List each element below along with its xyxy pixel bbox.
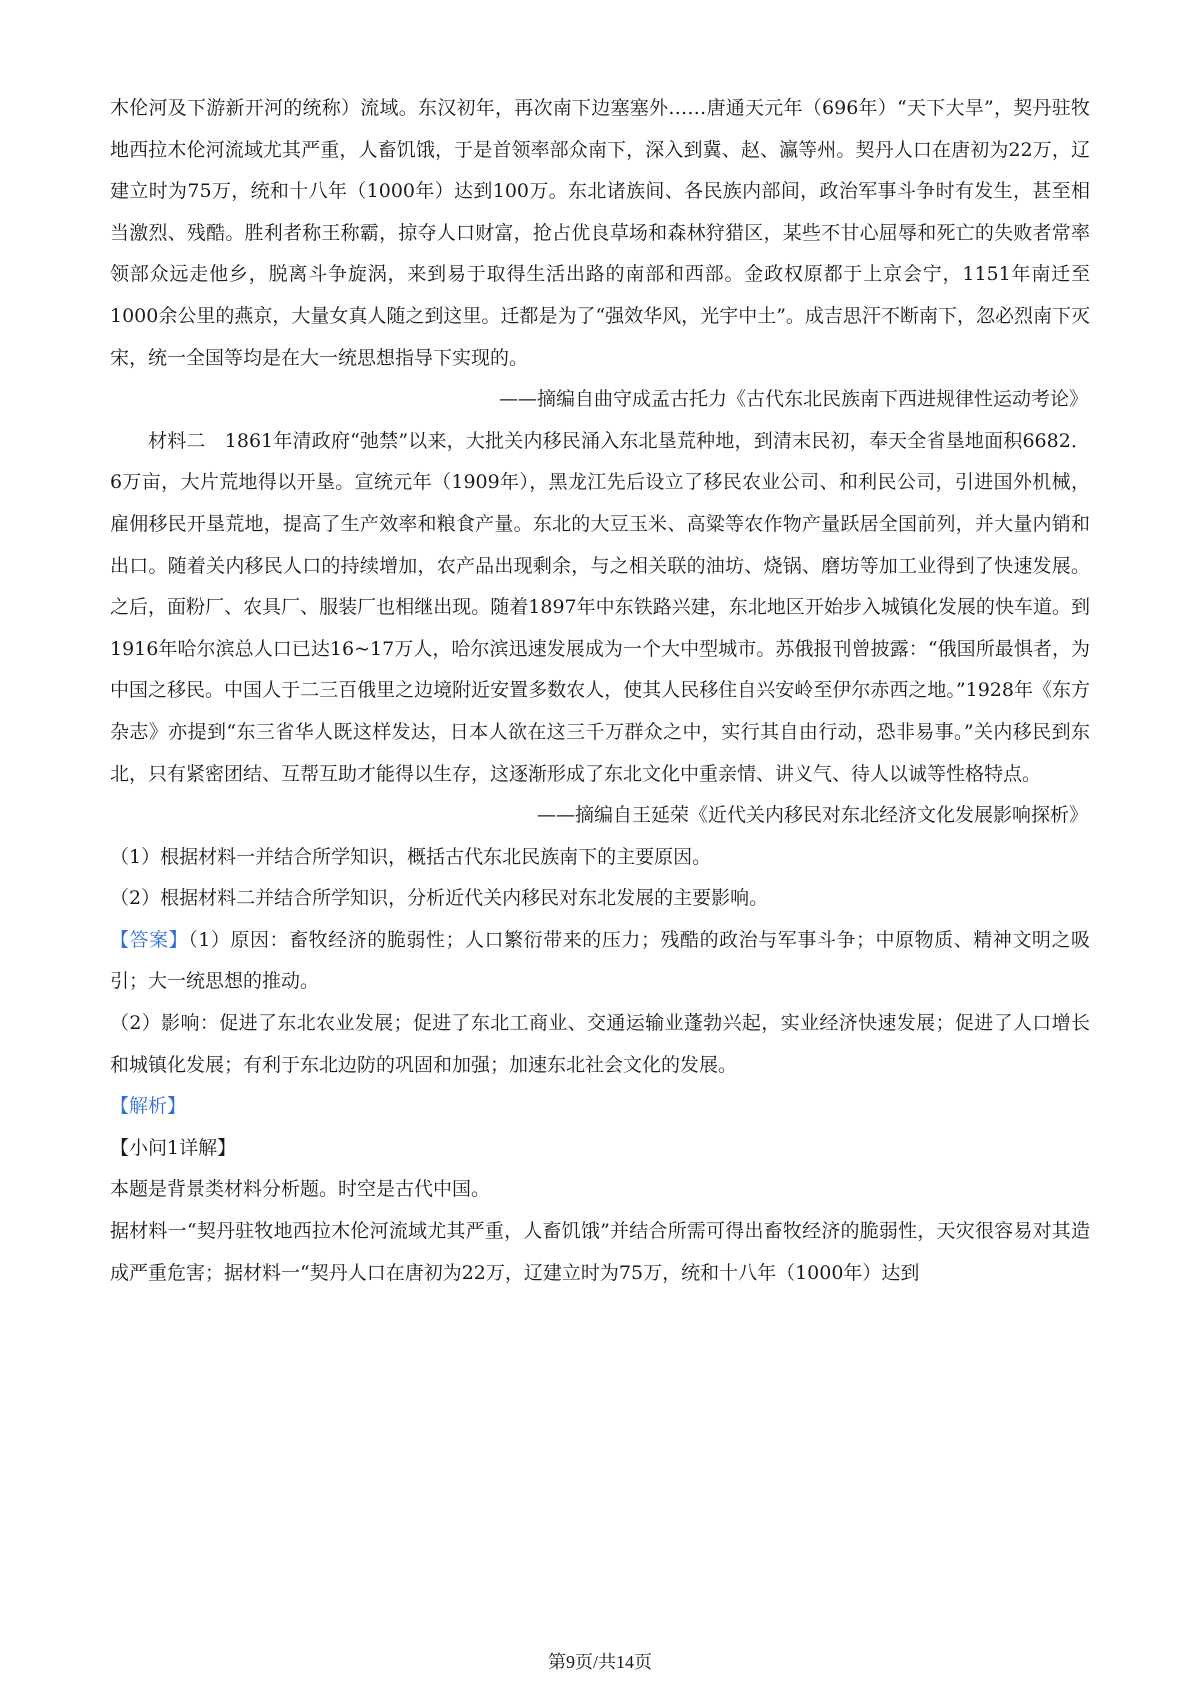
answer-tag: 【答案】 (110, 928, 189, 951)
analysis-tag: 【解析】 (110, 1095, 187, 1118)
answer-part-one-text: （1）原因：畜牧经济的脆弱性；人口繁衍带来的压力；残酷的政治与军事斗争；中原物质、精神文明之吸引；大一统思想的推动。 (110, 928, 1090, 993)
material-two-source: ——摘编自王延荣《近代关内移民对东北经济文化发展影响探析》 (536, 804, 1088, 827)
page-footer: 第9页/共14页 (547, 1652, 652, 1672)
analysis-line-two: 据材料一“契丹驻牧地西拉木伦河流域尤其严重，人畜饥饿”并结合所需可得出畜牧经济的脆弱性，天灾很容易对其造成严重危害；据材料一“契丹人口在唐初为22万，辽建立时为75万，统和十八年（1000年）达到 (110, 1220, 1090, 1284)
material-one-continuation: 木伦河及下游新开河的统称）流域。东汉初年，再次南下边塞塞外……唐通天元年（696年）“天下大旱”，契丹驻牧地西拉木伦河流域尤其严重，人畜饥饿，于是首领率部众南下，深入到冀、赵、瀛等州。契丹人口在唐初为22万，辽建立时为75万，统和十八年（1000年）达到100万。东北诸族间、各民族内部间，政治军事斗争时有发生，甚至相当激烈、残酷。胜利者称王称霸，掠夺人口财富，抢占优良草场和森林狩猎区，某些不甘心屈辱和死亡的失败者常率领部众远走他乡，脱离斗争旋涡，来到易于取得生活出路的南部和西部。金政权原都于上京会宁，1151年南迁至1000余公里的燕京，大量女真人随之到这里。迁都是为了“强效华风，光宇中土”。成吉思汗不断南下，忽必烈南下灭宋，统一全国等均是在大一统思想指导下实现的。 (110, 97, 1090, 369)
material-one-source: ——摘编自曲守成孟古托力《古代东北民族南下西进规律性运动考论》 (498, 388, 1088, 411)
question-one: （1）根据材料一并结合所学知识，概括古代东北民族南下的主要原因。 (110, 845, 712, 868)
answer-part-one (110, 920, 1090, 1003)
material-two-text: 材料二 1861年清政府“弛禁”以来，大批关内移民涌入东北垦荒种地，到清末民初，奉天全省垦地面积6682．6万亩，大片荒地得以开垦。宣统元年（1909年），黑龙江先后设立了移民农业公司、和利民公司，引进国外机械，雇佣移民开垦荒地，提高了生产效率和粮食产量。东北的大豆玉米、高粱等农作物产量跃居全国前列，并大量内销和出口。随着关内移民人口的持续增加，农产品出现剩余，与之相关联的油坊、烧锅、磨坊等加工业得到了快速发展。之后，面粉厂、农具厂、服装厂也相继出现。随着1897年中东铁路兴建，东北地区开始步入城镇化发展的快车道。到1916年哈尔滨总人口已达16~17万人，哈尔滨迅速发展成为一个大中型城市。苏俄报刊曾披露：“俄国所最惧者，为中国之移民。中国人于二三百俄里之边境附近安置多数农人，使其人民移住自兴安岭至伊尔赤西之地。”1928年《东方杂志》亦提到“东三省华人既这样发达，日本人欲在这三千万群众之中，实行其自由行动，恐非易事。”关内移民到东北，只有紧密团结、互帮互助才能得以生存，这逐渐形成了东北文化中重亲情、讲义气、待人以诚等性格特点。 (110, 429, 1090, 785)
analysis-sub-heading: 【小问1详解】 (110, 1136, 237, 1159)
page-content (110, 88, 1090, 1294)
question-two: （2）根据材料二并结合所学知识，分析近代关内移民对东北发展的主要影响。 (110, 887, 769, 910)
analysis-line-one: 本题是背景类材料分析题。时空是古代中国。 (110, 1178, 491, 1201)
answer-part-two: （2）影响：促进了东北农业发展；促进了东北工商业、交通运输业蓬勃兴起，实业经济快速发展；促进了人口增长和城镇化发展；有利于东北边防的巩固和加强；加速东北社会文化的发展。 (110, 1012, 1090, 1076)
